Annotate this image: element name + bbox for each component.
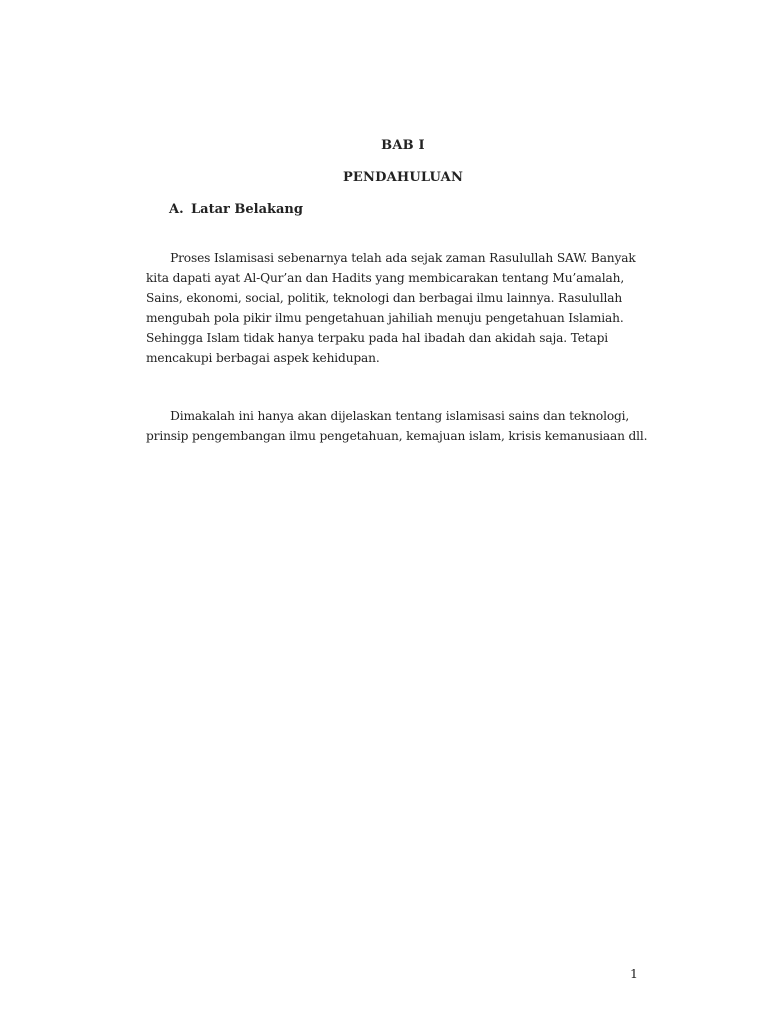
paragraph-line: kita dapati ayat Al-Qur’an dan Hadits yang membicarakan tentang Mu’amalah, xyxy=(146,271,625,285)
chapter-title: PENDAHULUAN xyxy=(342,170,464,185)
paragraph-line: mengubah pola pikir ilmu pengetahuan jahiliah menuju pengetahuan Islamiah. xyxy=(146,311,624,325)
paragraph-line: prinsip pengembangan ilmu pengetahuan, kemajuan islam, krisis kemanusiaan dll. xyxy=(146,429,648,443)
section-title: Latar Belakang xyxy=(191,202,303,217)
paragraph-line: Proses Islamisasi sebenarnya telah ada sejak zaman Rasulullah SAW. Banyak xyxy=(170,251,636,265)
paragraph-line: mencakupi berbagai aspek kehidupan. xyxy=(146,351,380,365)
paragraph-2 xyxy=(146,406,666,446)
paragraph-line: Dimakalah ini hanya akan dijelaskan tentang islamisasi sains dan teknologi, xyxy=(170,409,630,423)
page-number: 1 xyxy=(630,966,638,981)
chapter-number: BAB I xyxy=(381,138,425,153)
section-marker: A. xyxy=(169,202,184,217)
paragraph-1 xyxy=(146,248,666,368)
paragraph-line: Sains, ekonomi, social, politik, teknologi dan berbagai ilmu lainnya. Rasulullah xyxy=(146,291,623,305)
section-heading xyxy=(169,202,303,217)
paragraph-line: Sehingga Islam tidak hanya terpaku pada hal ibadah dan akidah saja. Tetapi xyxy=(146,331,609,345)
